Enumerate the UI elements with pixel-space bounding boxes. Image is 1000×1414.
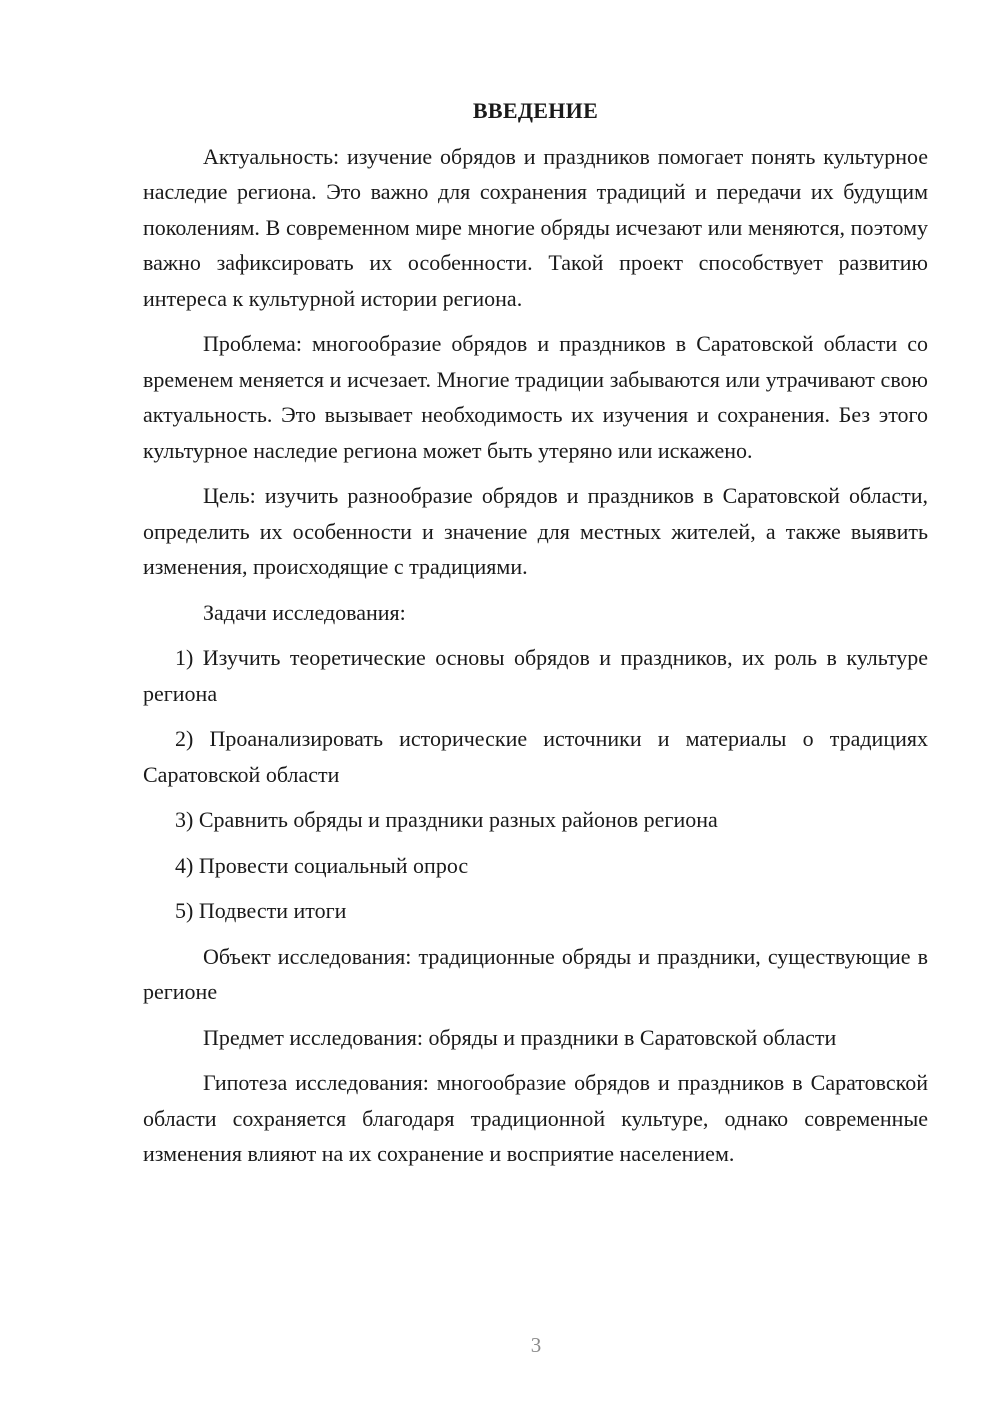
task-item-3: 3) Сравнить обряды и праздники разных районов региона <box>175 807 718 832</box>
page-number: 3 <box>530 1333 542 1357</box>
task-item-1: 1) Изучить теоретические основы обрядов и праздников, их роль в культуре региона <box>143 645 928 706</box>
problem-paragraph: Проблема: многообразие обрядов и праздников в Саратовской области со временем меняется и исчезает. Многие традиции забываются или утрачивают свою актуальность. Это вызывает необходимость их изучения и сохранения. Без этого культурное наследие региона может быть утеряно или искажено. <box>143 331 928 463</box>
page-content <box>143 93 928 1182</box>
relevance-paragraph: Актуальность: изучение обрядов и праздников помогает понять культурное наследие региона. Это важно для сохранения традиций и передачи их будущим поколениям. В современном мире многие обряды исчезают или меняются, поэтому важно зафиксировать их особенности. Такой проект способствует развитию интереса к культурной истории региона. <box>143 143 928 311</box>
task-item-4: 4) Провести социальный опрос <box>175 852 469 878</box>
task-item-2: 2) Проанализировать исторические источники и материалы о традициях Саратовской области <box>143 726 928 787</box>
task-item-5: 5) Подвести итоги <box>175 898 347 923</box>
goal-paragraph: Цель: изучить разнообразие обрядов и праздников в Саратовской области, определить их особенности и значение для местных жителей, а также выявить изменения, происходящие с традициями. <box>143 483 928 579</box>
hypothesis-paragraph: Гипотеза исследования: многообразие обрядов и праздников в Саратовской области сохраняется благодаря традиционной культуре, однако современные изменения влияют на их сохранение и восприятие населением. <box>143 1070 928 1166</box>
object-paragraph: Объект исследования: традиционные обряды и праздники, существующие в регионе <box>143 943 928 1004</box>
page-title: ВВЕДЕНИЕ <box>472 98 599 123</box>
tasks-heading: Задачи исследования: <box>203 599 406 625</box>
subject-paragraph: Предмет исследования: обряды и праздники в Саратовской области <box>203 1024 837 1050</box>
